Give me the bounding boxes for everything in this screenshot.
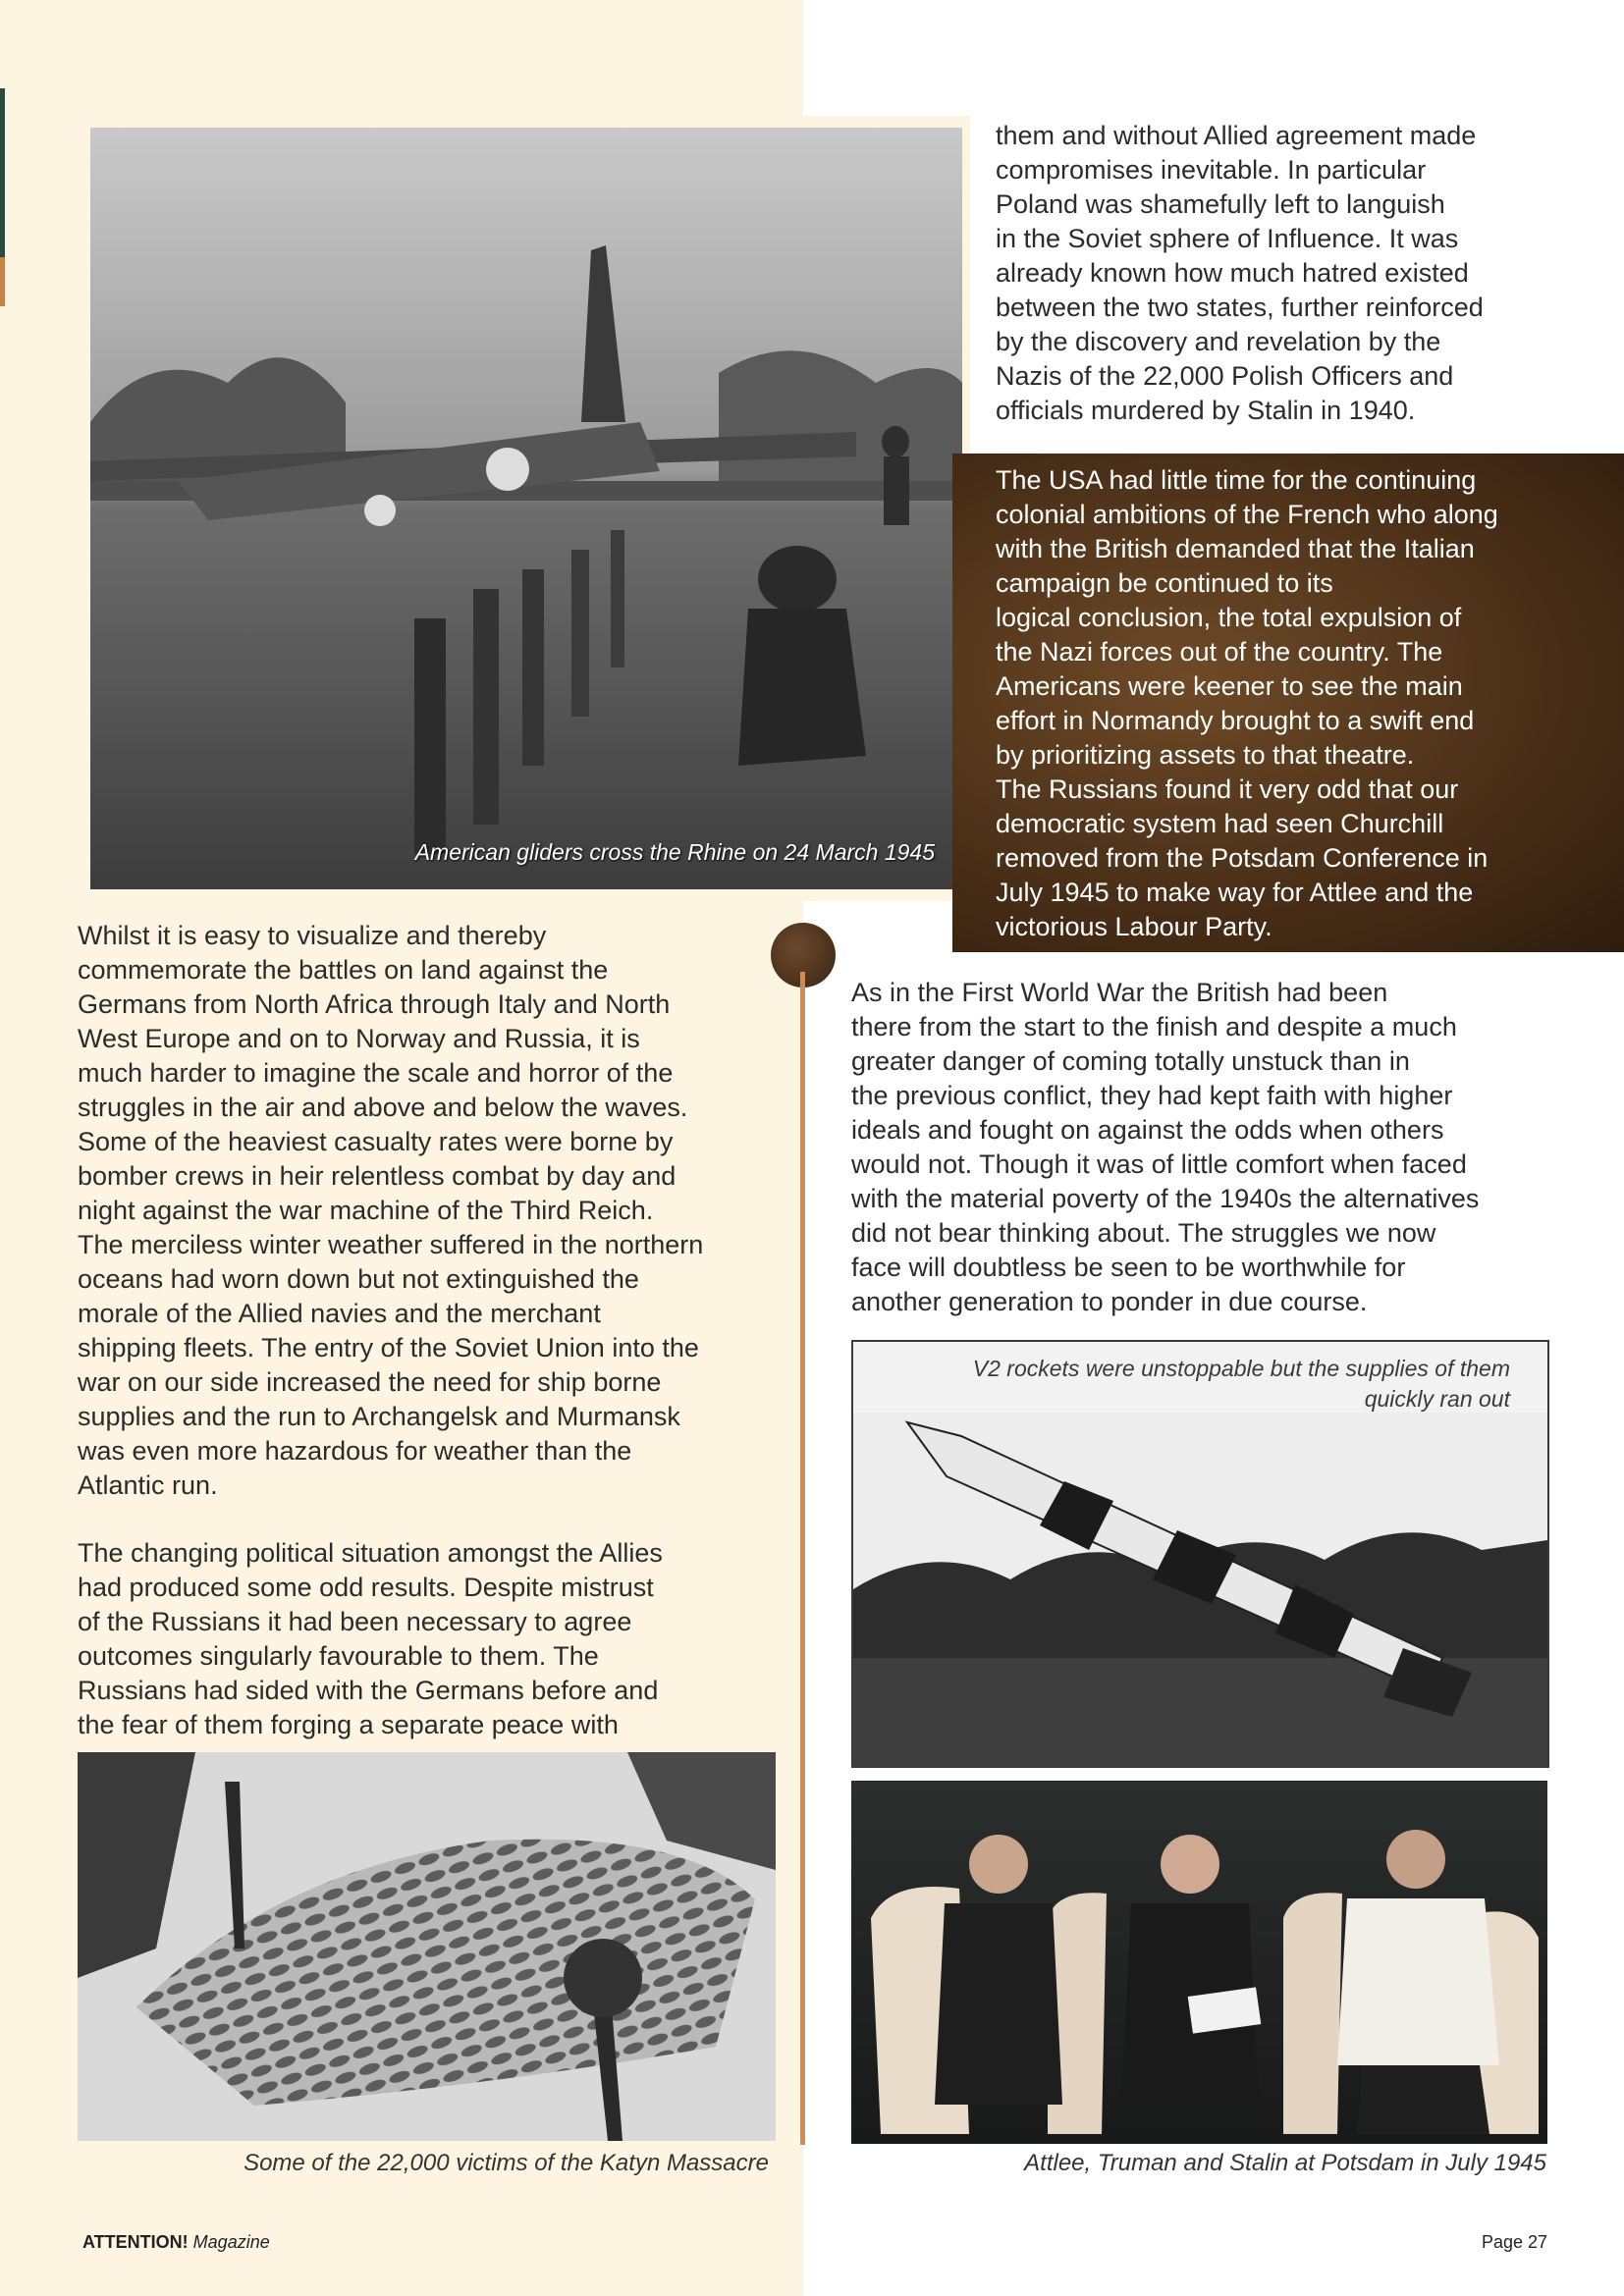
dark-box-text: The USA had little time for the continuing colonial ambitions of the French who along with the British demanded that the Italian campaign be continued to its logical conclusion, the total expulsion of the Nazi forces out of the country. The Americans were keener to see the main effort in Normandy brought to a swift end by prioritizing assets to that theatre. The Russians found it very odd that our democratic system had seen Churchill removed from the Potsdam Conference in July 1945 to make way for Attlee and the victorious Labour Party. — [996, 465, 1498, 941]
column-divider-line — [800, 972, 805, 2145]
footer-brand-name: ATTENTION! — [82, 2232, 189, 2252]
glider-image — [90, 128, 962, 889]
katyn-image — [78, 1752, 776, 2141]
footer-brand — [82, 2232, 270, 2253]
article-text-left-2: The changing political situation amongst the Allies had produced some odd results. Despite mistrust of the Russians it had been necessary to agree outcomes singularly favourable to them. The Russians had sided with the Germans before and the fear of them forging a separate peace with — [78, 1538, 663, 1739]
v2-photo — [853, 1413, 1547, 1766]
glider-caption: American gliders cross the Rhine on 24 March 1945 — [414, 839, 935, 865]
page-number: Page 27 — [1481, 2232, 1547, 2252]
potsdam-photo — [851, 1781, 1547, 2144]
potsdam-image — [851, 1781, 1547, 2144]
katyn-photo — [78, 1752, 776, 2141]
v2-photo-frame — [851, 1340, 1549, 1768]
edge-tab-green — [0, 88, 5, 257]
glider-photo — [90, 128, 962, 889]
v2-rocket-image — [853, 1413, 1547, 1766]
potsdam-caption: Attlee, Truman and Stalin at Potsdam in July 1945 — [1024, 2150, 1546, 2176]
article-text-left-1: Whilst it is easy to visualize and thereby commemorate the battles on land against the Germans from North Africa through Italy and North West Europe and on to Norway and Russia, it is much harder to imagine the scale and horror of the struggles in the air and above and below the waves. Some of the heaviest casualty rates were borne by bomber crews in heir relentless combat by day and night against the war machine of the Third Reich. The merciless winter weather suffered in the northern oceans had worn down but not extinguished the morale of the Allied navies and the merchant shipping fleets. The entry of the Soviet Union into the war on our side increased the need for ship borne supplies and the run to Archangelsk and Murmansk was even more hazardous for weather than the Atlantic run. — [78, 921, 704, 1500]
v2-caption: V2 rockets were unstoppable but the supplies of them quickly ran out — [972, 1356, 1510, 1412]
footer-brand-suffix: Magazine — [192, 2232, 270, 2252]
article-text-mid-right: As in the First World War the British had been there from the start to the finish and despite a much greater danger of coming totally unstuck than in the previous conflict, they had kept faith with higher ideals and fought on against the odds when others would not. Though it was of little comfort when faced with the material poverty of the 1940s the alternatives did not bear thinking about. The struggles we now face will doubtless be seen to be worthwhile for another generation to ponder in due course. — [851, 978, 1480, 1316]
edge-tab-orange — [0, 257, 5, 306]
article-text-top-right: them and without Allied agreement made compromises inevitable. In particular Poland was shamefully left to languish in the Soviet sphere of Influence. It was already known how much hatred existed between the two states, further reinforced by the discovery and revelation by the Nazis of the 22,000 Polish Officers and officials murdered by Stalin in 1940. — [996, 121, 1484, 425]
katyn-caption: Some of the 22,000 victims of the Katyn Massacre — [244, 2150, 769, 2176]
